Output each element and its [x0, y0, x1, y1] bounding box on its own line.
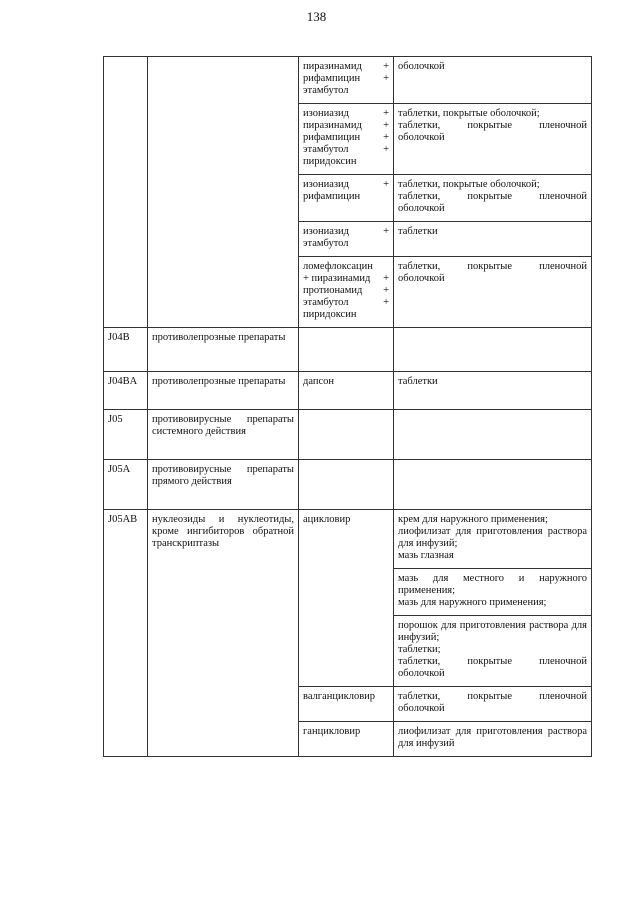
drug-table: [103, 56, 592, 757]
drug-cell: [299, 328, 394, 372]
plus-sign: +: [383, 132, 389, 143]
table-row: [104, 410, 592, 460]
dosage-form: мазь глазная: [398, 550, 454, 561]
form-cell: [394, 569, 592, 616]
drug-name: изониазид: [303, 226, 349, 237]
plus-sign: +: [383, 273, 389, 284]
drug-name: ломефлоксацин: [303, 261, 373, 272]
drug-name: пиридоксин: [303, 309, 357, 320]
dosage-form: мазь для наружного применения;: [398, 597, 547, 608]
plus-sign: +: [383, 73, 389, 84]
dosage-form: таблетки, покрытые пленочной оболочкой: [398, 656, 587, 679]
dosage-form: оболочкой: [398, 61, 445, 72]
drug-cell: [299, 222, 394, 257]
form-cell: [394, 222, 592, 257]
table-row: [104, 460, 592, 510]
code-cell: J04BA: [104, 372, 148, 410]
code-cell: J05AB: [104, 510, 148, 757]
plus-sign: +: [383, 61, 389, 72]
drug-name: + пиразинамид: [303, 273, 371, 284]
dosage-form: таблетки, покрытые оболочкой;: [398, 108, 540, 119]
group-cell: [148, 328, 299, 372]
form-cell: [394, 722, 592, 757]
plus-sign: [385, 309, 389, 321]
drug-name: пиразинамид: [303, 120, 362, 131]
group-cell: [148, 410, 299, 460]
table-row: [104, 510, 592, 569]
group-name: нуклеозиды и нуклеотиды, кроме ингибиторов обратной транскриптазы: [152, 514, 294, 549]
plus-sign: +: [383, 179, 389, 190]
form-cell: [394, 257, 592, 328]
form-cell: [394, 57, 592, 104]
code-cell: J04B: [104, 328, 148, 372]
form-cell: [394, 104, 592, 175]
group-name: противолепрозные препараты: [152, 376, 286, 387]
plus-sign: [385, 238, 389, 250]
dosage-form: лиофилизат для приготовления раствора для инфузий;: [398, 526, 587, 549]
table-row: [104, 57, 592, 104]
form-cell: таблетки: [394, 372, 592, 410]
drug-name: этамбутол: [303, 297, 349, 308]
group-cell: [148, 510, 299, 757]
drug-cell: ганцикловир: [299, 722, 394, 757]
drug-cell: ацикловир: [299, 510, 394, 687]
dosage-form: мазь для местного и наружного применения;: [398, 573, 587, 596]
drug-name: этамбутол: [303, 85, 349, 96]
drug-name: этамбутол: [303, 144, 349, 155]
plus-sign: +: [383, 120, 389, 131]
table-row: [104, 372, 592, 410]
dosage-form: таблетки, покрытые пленочной оболочкой: [398, 120, 587, 143]
drug-cell: [299, 410, 394, 460]
drug-name: пиразинамид: [303, 61, 362, 72]
group-name: противовирусные препараты системного действия: [152, 414, 294, 437]
dosage-form: таблетки, покрытые пленочной оболочкой: [398, 261, 587, 284]
dosage-form: крем для наружного применения;: [398, 514, 548, 525]
table-row: [104, 328, 592, 372]
drug-name: изониазид: [303, 179, 349, 190]
form-cell: [394, 175, 592, 222]
form-cell: [394, 616, 592, 687]
form-cell: [394, 410, 592, 460]
code-cell: J05A: [104, 460, 148, 510]
dosage-form: таблетки, покрытые пленочной оболочкой: [398, 691, 587, 714]
drug-name: рифампицин: [303, 191, 361, 202]
drug-cell: [299, 57, 394, 104]
group-cell: [148, 460, 299, 510]
plus-sign: [385, 191, 389, 203]
form-cell: [394, 510, 592, 569]
drug-name: рифампицин: [303, 73, 361, 84]
code-cell: [104, 57, 148, 328]
drug-name: изониазид: [303, 108, 349, 119]
drug-cell: валганцикловир: [299, 687, 394, 722]
dosage-form: таблетки, покрытые пленочной оболочкой: [398, 191, 587, 214]
plus-sign: +: [383, 297, 389, 308]
drug-cell: дапсон: [299, 372, 394, 410]
drug-cell: [299, 460, 394, 510]
drug-cell: [299, 257, 394, 328]
plus-sign: [385, 85, 389, 97]
group-cell: [148, 372, 299, 410]
form-cell: [394, 328, 592, 372]
drug-name: рифампицин: [303, 132, 361, 143]
plus-sign: +: [383, 226, 389, 237]
group-cell: [148, 57, 299, 328]
drug-cell: [299, 175, 394, 222]
dosage-form: таблетки: [398, 226, 438, 237]
code-cell: J05: [104, 410, 148, 460]
plus-sign: +: [383, 285, 389, 296]
drug-name: пиридоксин: [303, 156, 357, 167]
drug-name: этамбутол: [303, 238, 349, 249]
dosage-form: таблетки;: [398, 644, 441, 655]
group-name: противолепрозные препараты: [152, 332, 286, 343]
group-name: противовирусные препараты прямого действия: [152, 464, 294, 487]
dosage-form: лиофилизат для приготовления раствора для инфузий: [398, 726, 587, 749]
dosage-form: таблетки, покрытые оболочкой;: [398, 179, 540, 190]
drug-name: протионамид: [303, 285, 363, 296]
page-number: 138: [306, 9, 327, 24]
form-cell: [394, 687, 592, 722]
plus-sign: +: [383, 144, 389, 155]
drug-cell: [299, 104, 394, 175]
plus-sign: [385, 156, 389, 168]
plus-sign: [385, 261, 389, 273]
form-cell: [394, 460, 592, 510]
dosage-form: порошок для приготовления раствора для инфузий;: [398, 620, 587, 643]
plus-sign: +: [383, 108, 389, 119]
